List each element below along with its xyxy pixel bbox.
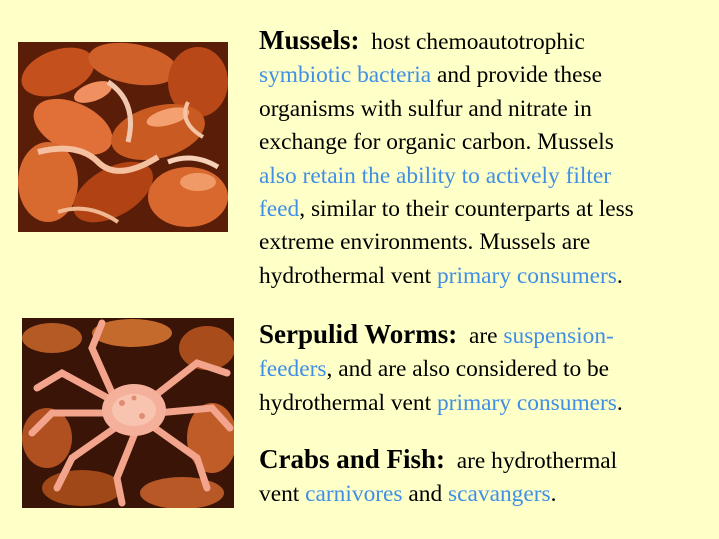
text-span: . xyxy=(616,262,623,289)
mussels-paragraph xyxy=(259,24,714,293)
highlight-text: primary consumers xyxy=(436,262,617,289)
text-span: hydrothermal vent xyxy=(259,262,437,289)
text-span: hydrothermal vent xyxy=(259,389,437,416)
serpulid-line-2 xyxy=(259,353,714,386)
crab-photo xyxy=(22,318,234,508)
mussels-line-5 xyxy=(259,160,714,193)
highlight-text: primary consumers xyxy=(436,389,617,416)
text-span: and provide these xyxy=(431,62,602,89)
text-span: vent xyxy=(259,481,306,508)
highlight-text: symbiotic bacteria xyxy=(259,62,432,89)
highlight-text: carnivores xyxy=(305,481,403,508)
crabs-heading: Crabs and Fish: xyxy=(259,444,446,474)
text-span: . xyxy=(550,481,557,508)
crabs-line-2 xyxy=(259,478,714,511)
text-span: host chemoautotrophic xyxy=(371,29,585,55)
mussels-line-8 xyxy=(259,260,714,293)
text-span: are hydrothermal xyxy=(456,448,618,474)
highlight-text: feed xyxy=(259,196,300,223)
mussels-photo xyxy=(18,42,228,232)
highlight-text: also retain the ability to actively filter xyxy=(259,162,612,189)
text-span: , similar to their counterparts at less xyxy=(299,196,634,223)
text-span: extreme environments. Mussels are xyxy=(259,229,591,256)
highlight-text: suspension- xyxy=(503,323,614,349)
highlight-text: scavangers xyxy=(448,481,551,508)
mussels-line-4 xyxy=(259,126,714,159)
serpulid-heading: Serpulid Worms: xyxy=(259,319,458,349)
crabs-paragraph xyxy=(259,443,714,512)
serpulid-paragraph xyxy=(259,318,714,420)
mussels-line-2 xyxy=(259,59,714,92)
mussels-heading: Mussels: xyxy=(259,25,360,55)
mussels-line-1 xyxy=(259,24,714,59)
highlight-text: feeders xyxy=(259,356,327,383)
text-span: are xyxy=(468,323,504,349)
crabs-line-1 xyxy=(259,443,714,478)
mussels-line-7 xyxy=(259,226,714,259)
mussels-line-3 xyxy=(259,93,714,126)
text-span: organisms with sulfur and nitrate in xyxy=(259,95,592,122)
mussels-line-6 xyxy=(259,193,714,226)
serpulid-line-3 xyxy=(259,387,714,420)
text-span: and xyxy=(402,481,449,508)
serpulid-line-1 xyxy=(259,318,714,353)
text-span: exchange for organic carbon. Mussels xyxy=(259,129,614,156)
text-span: , and are also considered to be xyxy=(326,356,610,383)
text-span: . xyxy=(616,389,623,416)
